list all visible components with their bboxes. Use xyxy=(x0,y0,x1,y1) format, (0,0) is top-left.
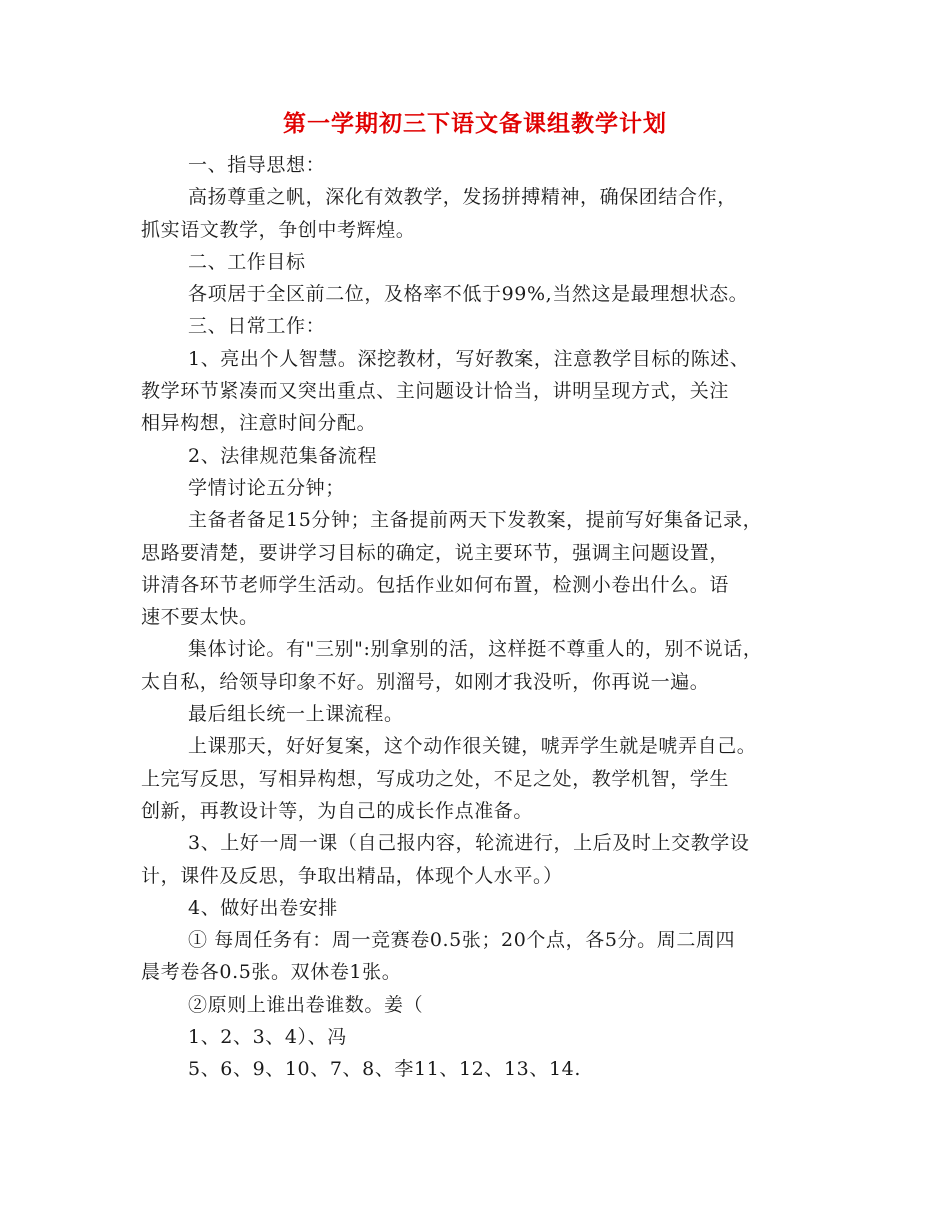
text-line: 三、日常工作： xyxy=(188,315,326,338)
text-line: 二、工作目标 xyxy=(188,250,306,273)
text-line: 思路要清楚，要讲学习目标的确定，说主要环节，强调主问题设置， xyxy=(141,541,730,564)
text-line: 速不要太快。 xyxy=(141,606,259,629)
text-line: 主备者备足15分钟；主备提前两天下发教案，提前写好集备记录， xyxy=(188,509,763,532)
text-line: 5、6、9、10、7、8、李11、12、13、14. xyxy=(188,1058,581,1081)
text-line: 4、做好出卷安排 xyxy=(188,896,338,919)
text-line: 3、上好一周一课（自己报内容，轮流进行，上后及时上交教学设 xyxy=(188,832,750,855)
text-line: 上课那天，好好复案，这个动作很关键，唬弄学生就是唬弄自己。 xyxy=(188,735,757,758)
text-line: 1、亮出个人智慧。深挖教材，写好教案，注意教学目标的陈述、 xyxy=(188,347,750,370)
text-line: 计，课件及反思，争取出精品，体现个人水平。） xyxy=(141,864,563,887)
text-line: 一、指导思想： xyxy=(188,154,326,176)
text-line: 最后组长统一上课流程。 xyxy=(188,703,404,726)
text-line: 抓实语文教学，争创中考辉煌。 xyxy=(141,218,416,241)
text-line: 集体讨论。有"三别":别拿别的活，这样挺不尊重人的，别不说话， xyxy=(188,638,763,661)
text-line: 太自私，给领导印象不好。别溜号，如刚才我没听，你再说一遍。 xyxy=(141,670,710,693)
text-line: 晨考卷各0.5张。双休卷1张。 xyxy=(141,961,402,984)
text-line: 2、法律规范集备流程 xyxy=(188,444,378,467)
text-line: 教学环节紧凑而又突出重点、主问题设计恰当，讲明呈现方式，关注 xyxy=(141,380,730,403)
text-line: 相异构想，注意时间分配。 xyxy=(141,412,377,435)
document-title: 第一学期初三下语文备课组教学计划 xyxy=(283,111,667,137)
text-line: 1、2、3、4）、冯 xyxy=(188,1026,347,1049)
text-line: 创新，再教设计等，为自己的成长作点准备。 xyxy=(141,799,534,822)
text-line: 高扬尊重之帆，深化有效教学，发扬拼搏精神，确保团结合作， xyxy=(188,186,737,209)
text-line: 讲清各环节老师学生活动。包括作业如何布置，检测小卷出什么。语 xyxy=(141,573,730,596)
text-line: 各项居于全区前二位，及格率不低于99%,当然这是最理想状态。 xyxy=(188,283,749,306)
text-line: ① 每周任务有：周一竞赛卷0.5张；20个点，各5分。周二周四 xyxy=(188,929,736,952)
text-line: 上完写反思，写相异构想，写成功之处，不足之处，教学机智，学生 xyxy=(141,767,730,790)
text-line: ②原则上谁出卷谁数。姜（ xyxy=(188,993,424,1016)
document-body xyxy=(141,149,823,1086)
text-line: 学情讨论五分钟； xyxy=(188,476,345,499)
